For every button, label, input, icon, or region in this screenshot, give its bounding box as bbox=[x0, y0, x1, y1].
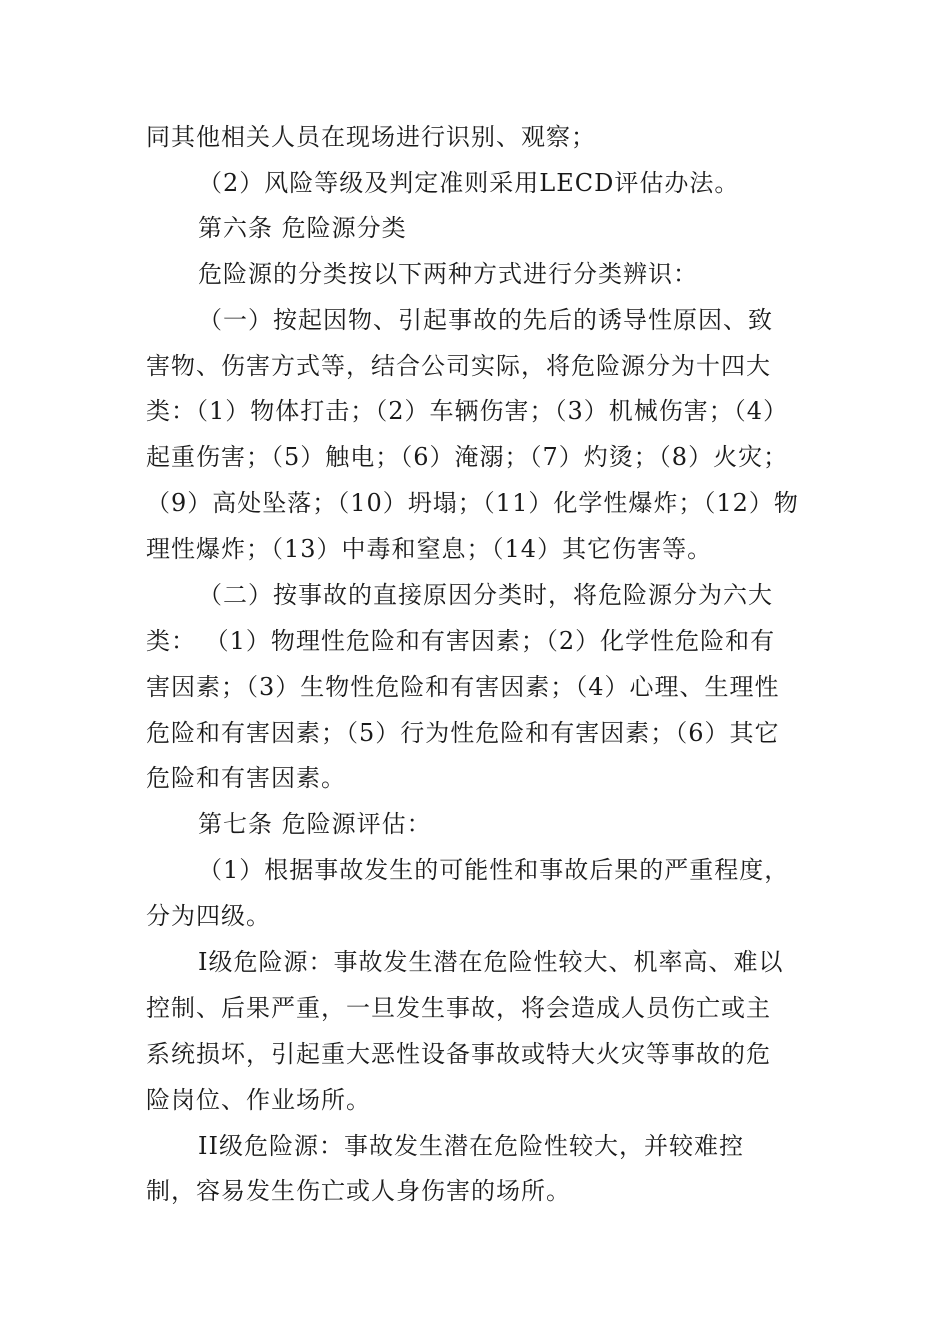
text-line: 系统损坏，引起重大恶性设备事故或特大火灾等事故的危 bbox=[146, 1040, 771, 1068]
text-line: （1）根据事故发生的可能性和事故后果的严重程度， bbox=[198, 856, 790, 884]
text-line: 危险源的分类按以下两种方式进行分类辨识： bbox=[198, 260, 698, 288]
text-line: （二）按事故的直接原因分类时，将危险源分为六大 bbox=[198, 581, 773, 609]
text-line: 害物、伤害方式等，结合公司实际，将危险源分为十四大 bbox=[146, 352, 771, 380]
section-heading: 第七条 危险源评估： bbox=[198, 810, 432, 838]
text-line: I级危险源：事故发生潜在危险性较大、机率高、难以 bbox=[198, 948, 784, 976]
text-line: 危险和有害因素。 bbox=[146, 764, 346, 792]
text-line: 控制、后果严重，一旦发生事故，将会造成人员伤亡或主 bbox=[146, 994, 771, 1022]
section-heading: 第六条 危险源分类 bbox=[198, 214, 407, 242]
text-line: 险岗位、作业场所。 bbox=[146, 1086, 371, 1114]
text-line: 起重伤害；（5）触电；（6）淹溺；（7）灼烫；（8）火灾； bbox=[146, 443, 789, 471]
text-line: （9）高处坠落；（10）坍塌；（11）化学性爆炸；（12）物 bbox=[146, 489, 799, 517]
text-line: （2）风险等级及判定准则采用LECD评估办法。 bbox=[198, 169, 740, 197]
text-line: 类： （1）物理性危险和有害因素；（2）化学性危险和有 bbox=[146, 627, 776, 655]
text-line: 理性爆炸；（13）中毒和窒息；（14）其它伤害等。 bbox=[146, 535, 713, 563]
text-line: 同其他相关人员在现场进行识别、观察； bbox=[146, 123, 596, 151]
text-line: 分为四级。 bbox=[146, 902, 271, 930]
text-line: 制，容易发生伤亡或人身伤害的场所。 bbox=[146, 1177, 571, 1205]
text-line: 危险和有害因素；（5）行为性危险和有害因素；（6）其它 bbox=[146, 719, 780, 747]
text-line: 类：（1）物体打击；（2）车辆伤害；（3）机械伤害；（4） bbox=[146, 397, 789, 425]
text-line: 害因素；（3）生物性危险和有害因素；（4）心理、生理性 bbox=[146, 673, 780, 701]
text-line: （一）按起因物、引起事故的先后的诱导性原因、致 bbox=[198, 306, 773, 334]
text-line: II级危险源：事故发生潜在危险性较大，并较难控 bbox=[198, 1132, 744, 1160]
